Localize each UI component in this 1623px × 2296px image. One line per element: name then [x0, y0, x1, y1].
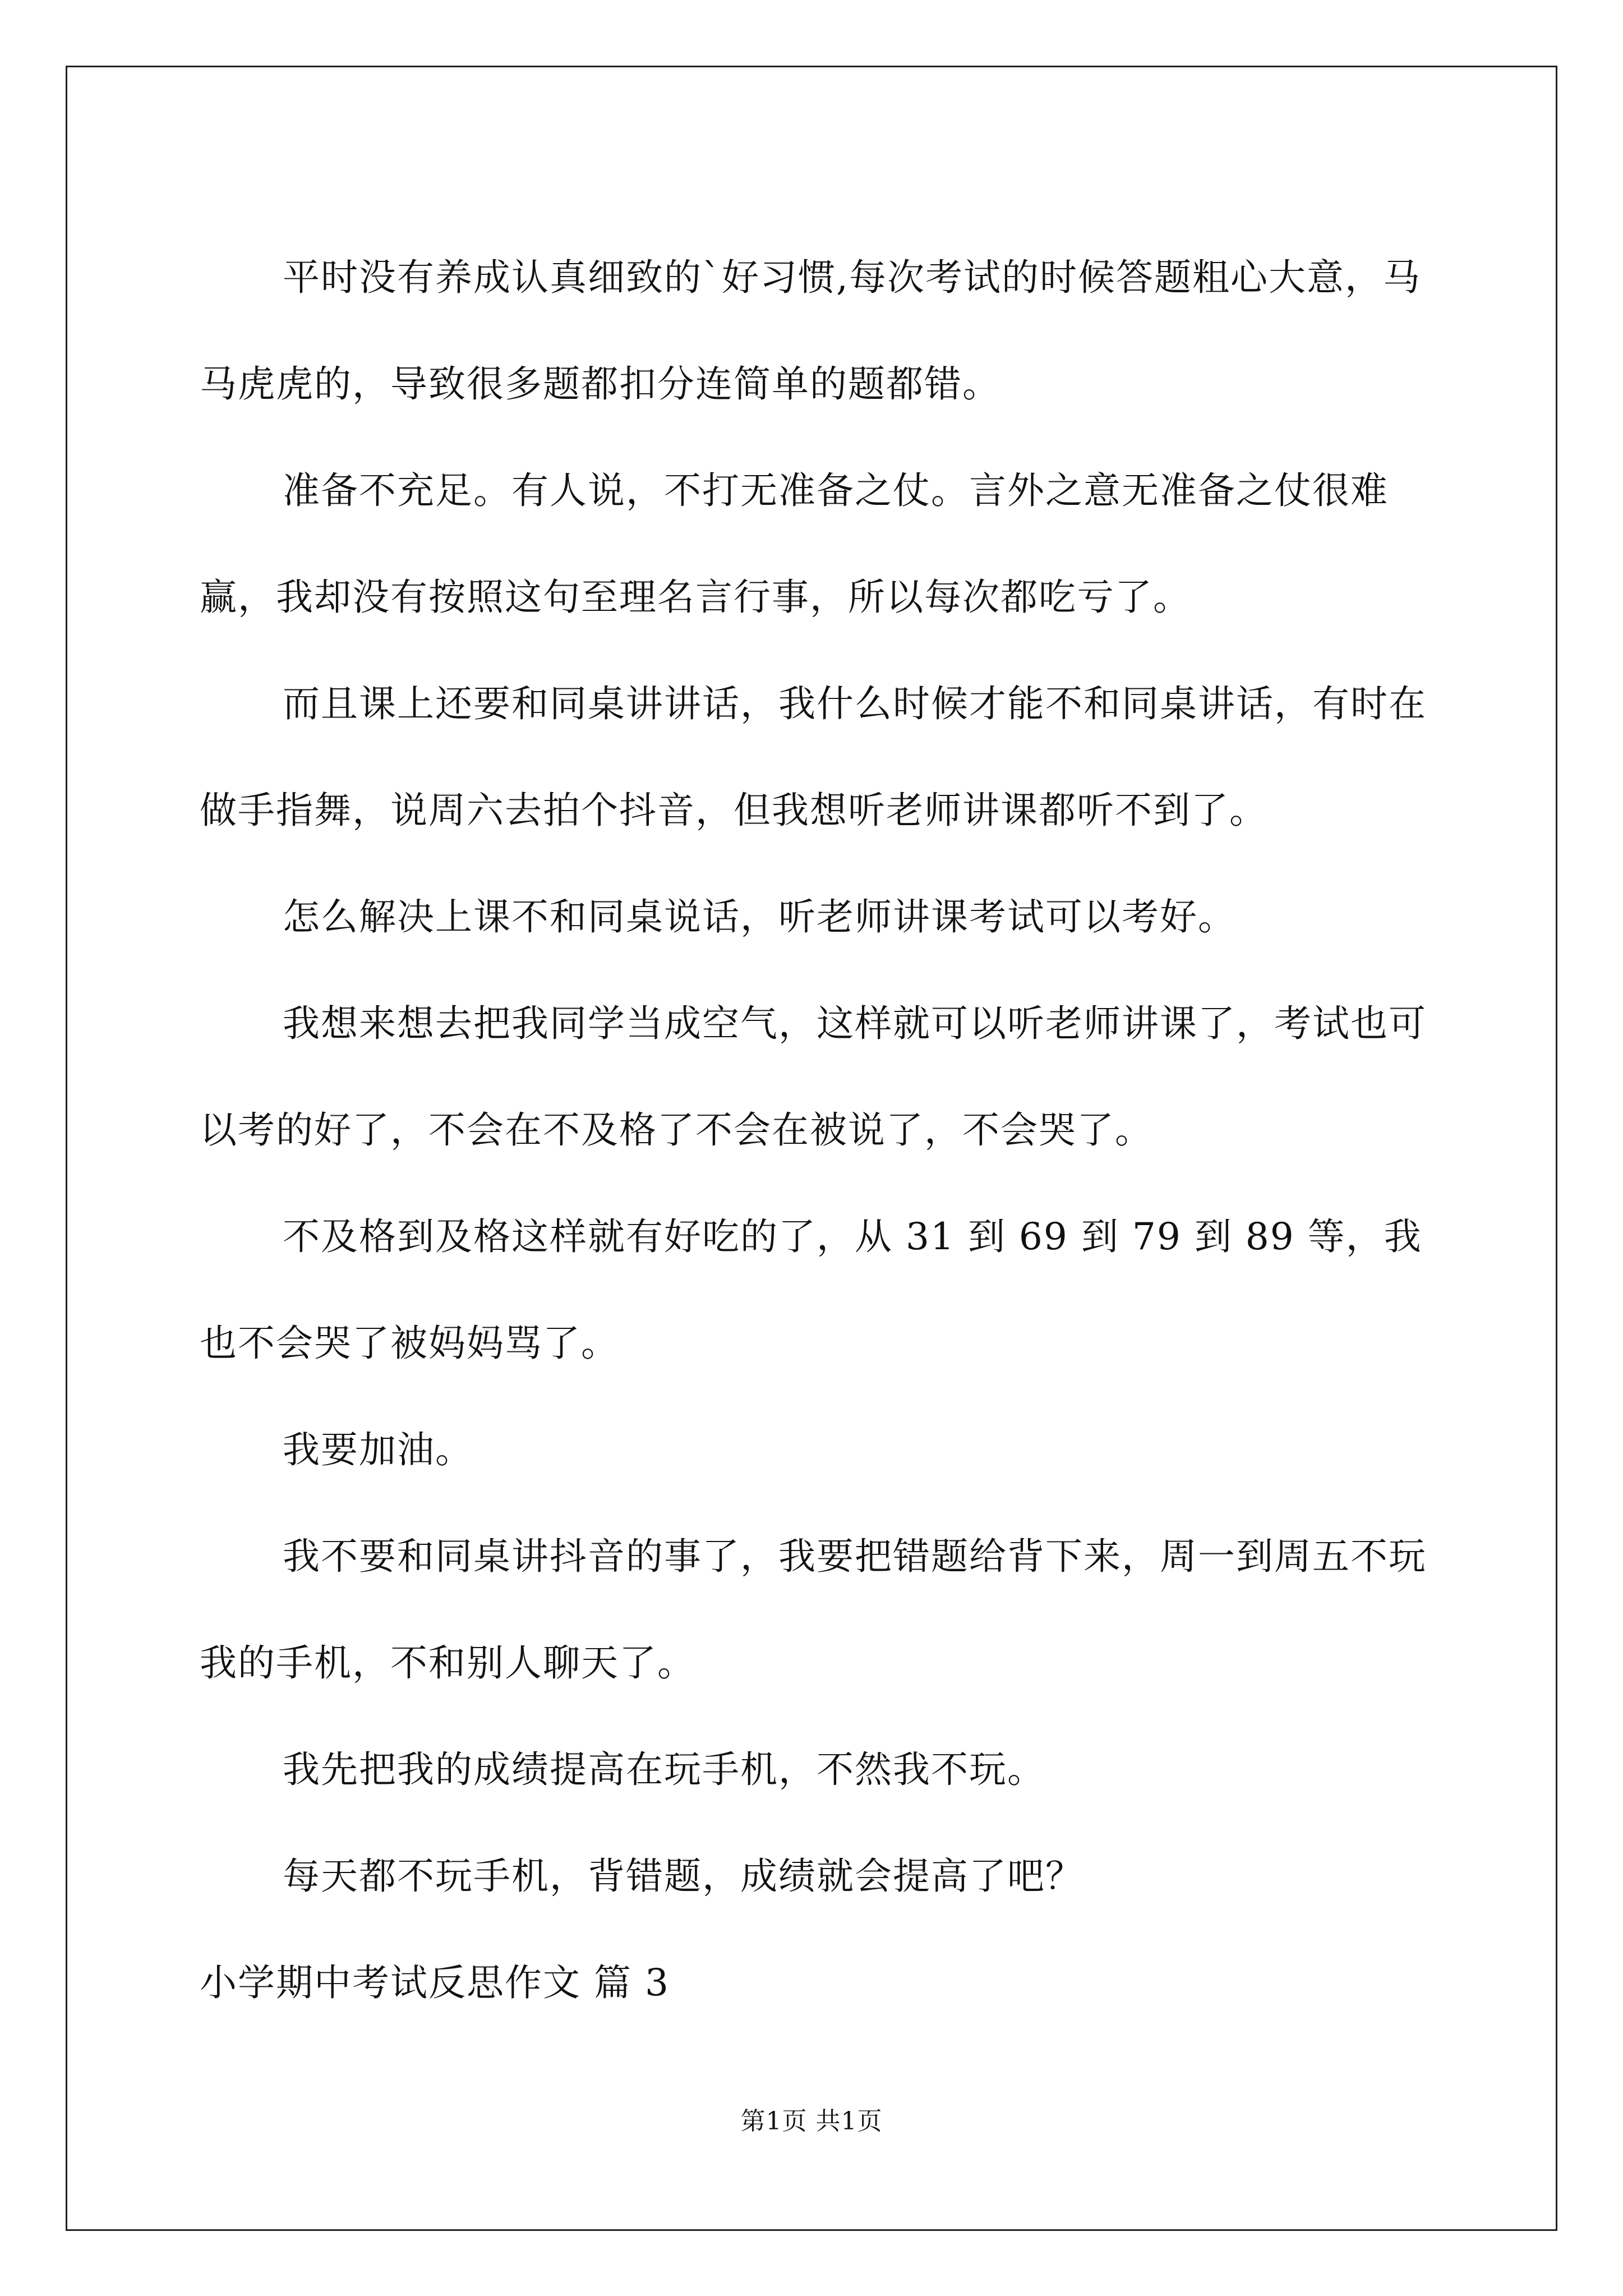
paragraph: 我不要和同桌讲抖音的事了，我要把错题给背下来，周一到周五不玩我的手机，不和别人聊天了。 [200, 1535, 1427, 1685]
section-heading: 小学期中考试反思作文 篇 3 [200, 1961, 670, 2004]
paragraph: 而且课上还要和同桌讲讲话，我什么时候才能不和同桌讲话，有时在做手指舞，说周六去拍个抖音，但我想听老师讲课都听不到了。 [200, 682, 1427, 832]
paragraph: 我想来想去把我同学当成空气，这样就可以听老师讲课了，考试也可以考的好了，不会在不及格了不会在被说了，不会哭了。 [200, 1002, 1427, 1152]
document-body [200, 224, 1433, 2036]
paragraph: 不及格到及格这样就有好吃的了，从 31 到 69 到 79 到 89 等，我也不会哭了被妈妈骂了。 [200, 1215, 1422, 1365]
paragraph: 怎么解决上课不和同桌说话，听老师讲课考试可以考好。 [283, 895, 1236, 938]
paragraph: 我先把我的成绩提高在玩手机，不然我不玩。 [283, 1748, 1045, 1791]
paragraph: 每天都不玩手机，背错题，成绩就会提高了吧？ [283, 1855, 1083, 1898]
page-footer: 第1页 共1页 [740, 2107, 883, 2136]
paragraph: 我要加油。 [283, 1428, 473, 1471]
paragraph: 准备不充足。有人说，不打无准备之仗。言外之意无准备之仗很难赢，我却没有按照这句至理名言行事，所以每次都吃亏了。 [200, 469, 1389, 619]
paragraph: 平时没有养成认真细致的`好习惯,每次考试的时候答题粗心大意，马马虎虎的，导致很多题都扣分连简单的题都错。 [200, 256, 1421, 406]
